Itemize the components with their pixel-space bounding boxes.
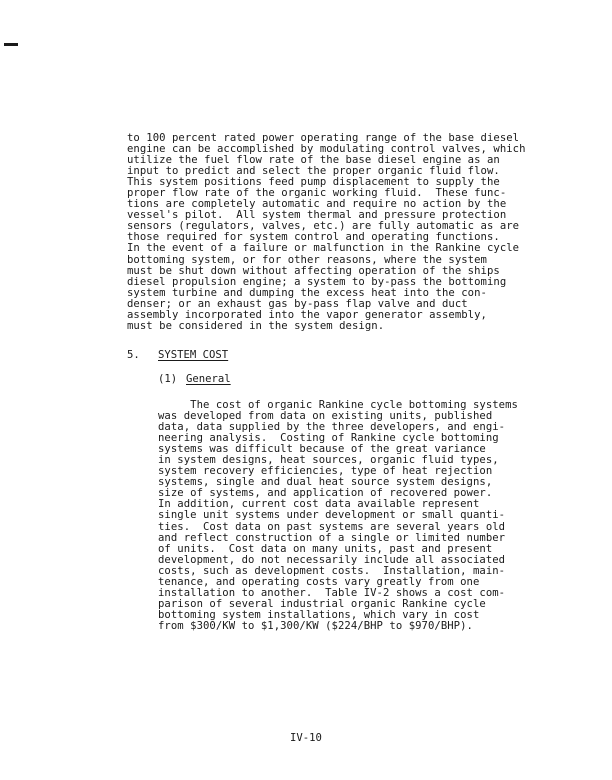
text-line: bottoming system, or for other reasons, where the system [127,253,487,266]
text-line: engine can be accomplished by modulating control valves, which [127,143,526,156]
body-paragraph-general [158,400,518,632]
text-line: utilize the fuel flow rate of the base diesel engine as an [127,154,500,167]
text-line: systems, single and dual heat source system designs, [158,476,493,489]
section-number: 5. [127,349,140,361]
text-line: those required for system control and operating functions. [127,231,500,244]
text-line: must be shut down without affecting operation of the ships [127,264,500,277]
subsection-number: (1) [158,373,178,385]
text-line: In addition, current cost data available represent [158,498,480,511]
text-line: neering analysis. Costing of Rankine cycle bottoming [158,432,499,445]
text-line: bottoming system installations, which vary in cost [158,608,480,621]
text-line: systems was difficult because of the great variance [158,443,486,456]
subsection-title: General [186,373,231,385]
text-line: size of systems, and application of recovered power. [158,487,493,500]
text-line: was developed from data on existing units, published [158,410,493,423]
text-line: ties. Cost data on past systems are several years old [158,520,506,533]
subsection-heading [158,373,231,385]
text-line: of units. Cost data on many units, past and present [158,542,493,555]
section-title: SYSTEM COST [158,349,229,361]
text-line: system recovery efficiencies, type of heat rejection [158,465,493,478]
page-number: IV-10 [290,732,322,744]
text-line: denser; or an exhaust gas by-pass flap valve and duct [127,297,468,310]
text-line: from $300/KW to $1,300/KW ($224/BHP to $970/BHP). [158,619,473,632]
section-heading [127,349,228,361]
text-line: data, data supplied by the three developers, and engi- [158,421,506,434]
text-line: must be considered in the system design. [127,319,385,332]
text-line: In the event of a failure or malfunction in the Rankine cycle [127,242,520,255]
text-line: installation to another. Table IV-2 shows a cost com- [158,586,506,599]
text-line: development, do not necessarily include all associated [158,553,506,566]
text-line: proper flow rate of the organic working fluid. These func- [127,187,507,200]
text-line: costs, such as development costs. Installation, main- [158,564,506,577]
text-line: diesel propulsion engine; a system to by-pass the bottoming [127,275,507,288]
text-line: tenance, and operating costs vary greatly from one [158,575,480,588]
text-line: assembly incorporated into the vapor generator assembly, [127,308,487,321]
text-line: and reflect construction of a single or limited number [158,531,506,544]
text-line: parison of several industrial organic Rankine cycle [158,597,486,610]
body-paragraph-continued [127,133,526,332]
text-line: system turbine and dumping the excess heat into the con- [127,286,487,299]
text-line: This system positions feed pump displacement to supply the [127,176,500,189]
margin-dash-mark [4,43,18,46]
text-line: to 100 percent rated power operating range of the base diesel [127,132,520,144]
text-line: vessel's pilot. All system thermal and pressure protection [127,209,507,222]
text-line: in system designs, heat sources, organic fluid types, [158,454,499,467]
text-line: input to predict and select the proper organic fluid flow. [127,165,500,178]
text-line: sensors (regulators, valves, etc.) are fully automatic as are [127,220,520,233]
text-line: tions are completely automatic and require no action by the [127,198,507,211]
text-line: single unit systems under development or small quanti- [158,509,506,522]
text-line: The cost of organic Rankine cycle bottoming systems [158,399,518,411]
